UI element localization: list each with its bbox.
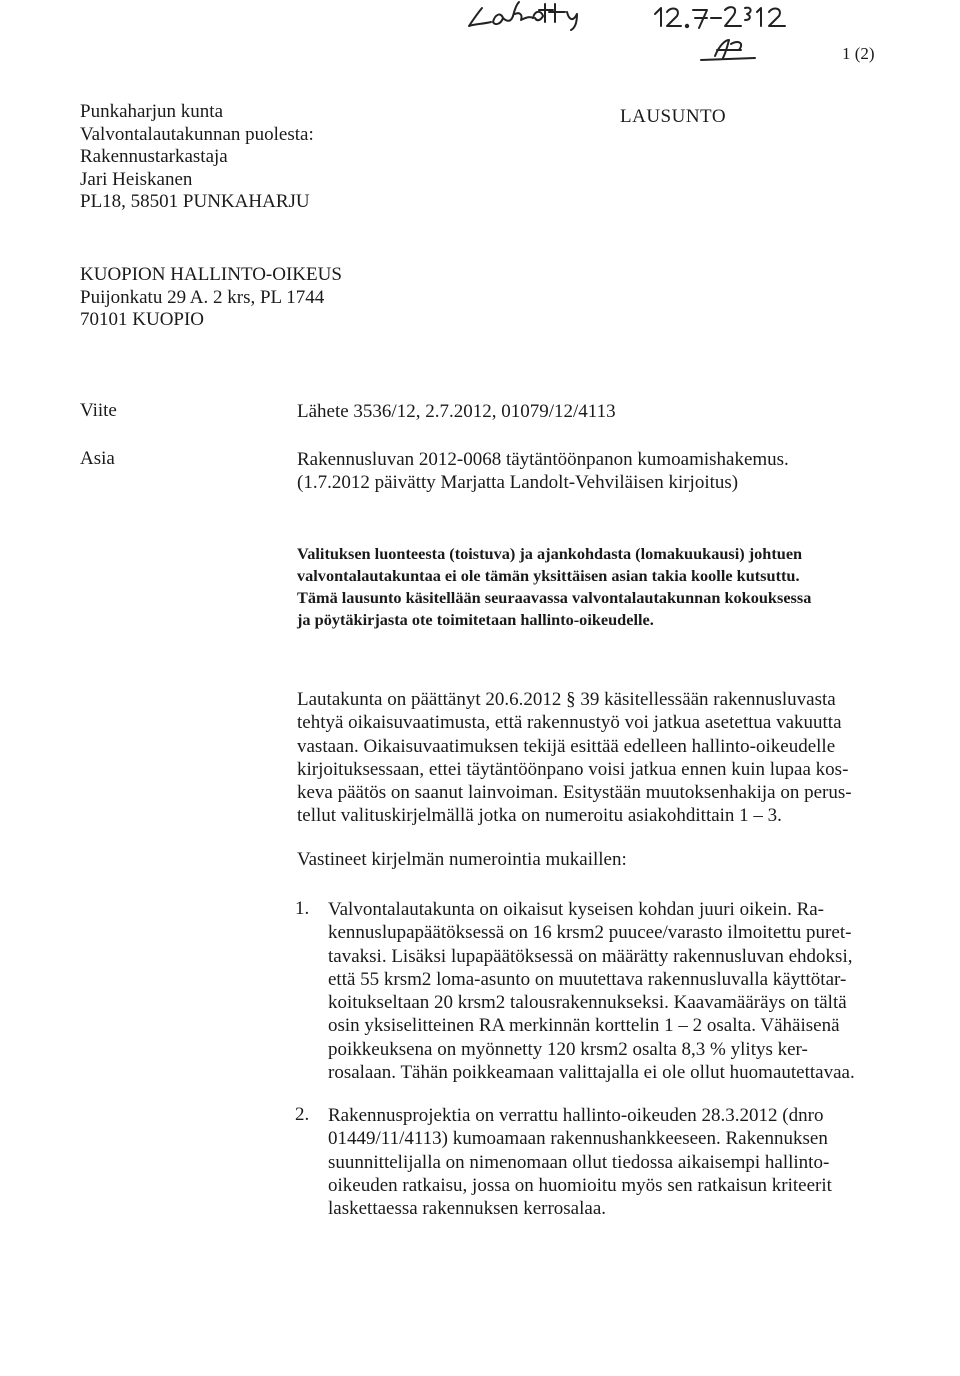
recipient-line: Puijonkatu 29 A. 2 krs, PL 1744: [80, 286, 325, 308]
item-line: Valvontalautakunta on oikaisut kyseisen kohdan juuri oikein. Ra-: [328, 899, 825, 920]
paragraph-line: keva päätös on saanut lainvoiman. Esitystään muutoksenhakija on perus-: [297, 782, 852, 804]
responses-subheading: Vastineet kirjelmän numerointia mukaillen:: [297, 849, 627, 870]
item-line: poikkeuksena on myönnetty 120 krsm2 osalta 8,3 % ylitys ker-: [328, 1038, 808, 1060]
paragraph-line: Lautakunta on päättänyt 20.6.2012 § 39 käsitellessään rakennusluvasta: [297, 689, 836, 710]
item-line: koitukseltaan 20 krsm2 talousrakennukseksi. Kaavamääräys on tältä: [328, 992, 847, 1014]
item-line: Rakennusprojektia on verrattu hallinto-oikeuden 28.3.2012 (dnro: [328, 1105, 824, 1126]
bold-notice: [297, 543, 877, 631]
page-number: 1 (2): [842, 44, 875, 63]
paragraph-line: tellut valituskirjelmällä jotka on numeroitu asiakohdittain 1 – 3.: [297, 805, 782, 827]
sender-address: [80, 101, 314, 214]
subject-value: [297, 448, 789, 494]
sender-line: Punkaharjun kunta: [80, 101, 224, 122]
item-line: laskettaessa rakennuksen kerrosalaa.: [328, 1198, 607, 1220]
notice-line: ja pöytäkirjasta ote toimitetaan hallinto-oikeudelle.: [297, 610, 654, 629]
item-line: oikeuden ratkaisu, jossa on huomioitu myös sen ratkaisun kriteerit: [328, 1174, 832, 1196]
recipient-line: KUOPION HALLINTO-OIKEUS: [80, 264, 342, 285]
paragraph-line: vastaan. Oikaisuvaatimuksen tekijä esittää edelleen hallinto-oikeudelle: [297, 735, 836, 757]
notice-line: Valituksen luonteesta (toistuva) ja ajankohdasta (lomakuukausi) johtuen: [297, 544, 803, 563]
paragraph-line: kirjoituksessaan, ettei täytäntöönpano voisi jatkua ennen kuin lupaa kos-: [297, 758, 849, 780]
item-line: suunnittelijalla on nimenomaan ollut tiedossa aikaisempi hallinto-: [328, 1151, 830, 1173]
subject-line: Rakennusluvan 2012-0068 täytäntöönpanon kumoamishakemus.: [297, 449, 789, 470]
item-line: 01449/11/4113) kumoamaan rakennushankkeeseen. Rakennuksen: [328, 1128, 828, 1150]
sender-line: Rakennustarkastaja: [80, 146, 228, 167]
list-item-number: 1.: [295, 898, 310, 919]
handwritten-date-note: [455, 0, 835, 62]
body-paragraph: [297, 688, 852, 828]
recipient-line: 70101 KUOPIO: [80, 309, 205, 330]
document-title: LAUSUNTO: [620, 106, 727, 127]
notice-line: valvontalautakuntaa ei ole tämän yksittäisen asian takia koolle kutsuttu.: [297, 566, 800, 585]
list-item: [328, 898, 855, 1084]
item-line: tavaksi. Lisäksi lupapäätöksessä on määrätty rakennusluvan ehdoksi,: [328, 945, 853, 967]
sender-line: Jari Heiskanen: [80, 168, 193, 190]
sender-line: Valvontalautakunnan puolesta:: [80, 123, 314, 145]
subject-line: (1.7.2012 päivätty Marjatta Landolt-Vehviläisen kirjoitus): [297, 472, 739, 493]
list-item: [328, 1104, 832, 1220]
item-line: osin yksiselitteinen RA merkinnän korttelin 1 – 2 osalta. Vähäisenä: [328, 1015, 840, 1037]
reference-value: Lähete 3536/12, 2.7.2012, 01079/12/4113: [297, 401, 616, 422]
item-line: että 55 krsm2 loma-asunto on muutettava rakennusluvalla käyttötar-: [328, 968, 847, 990]
reference-label: Viite: [80, 400, 117, 421]
subject-label: Asia: [80, 448, 115, 469]
item-line: rosalaan. Tähän poikkeamaan valittajalla ei ole ollut huomautettavaa.: [328, 1062, 855, 1084]
item-line: kennuslupapäätöksessä on 16 krsm2 puucee/varasto ilmoitettu puret-: [328, 922, 852, 944]
sender-line: PL18, 58501 PUNKAHARJU: [80, 191, 310, 212]
recipient-address: [80, 264, 342, 332]
paragraph-line: tehtyä oikaisuvaatimusta, että rakennustyö voi jatkua asetettua vakuutta: [297, 712, 842, 734]
list-item-number: 2.: [295, 1104, 310, 1125]
notice-line: Tämä lausunto käsitellään seuraavassa valvontalautakunnan kokouksessa: [297, 588, 812, 607]
